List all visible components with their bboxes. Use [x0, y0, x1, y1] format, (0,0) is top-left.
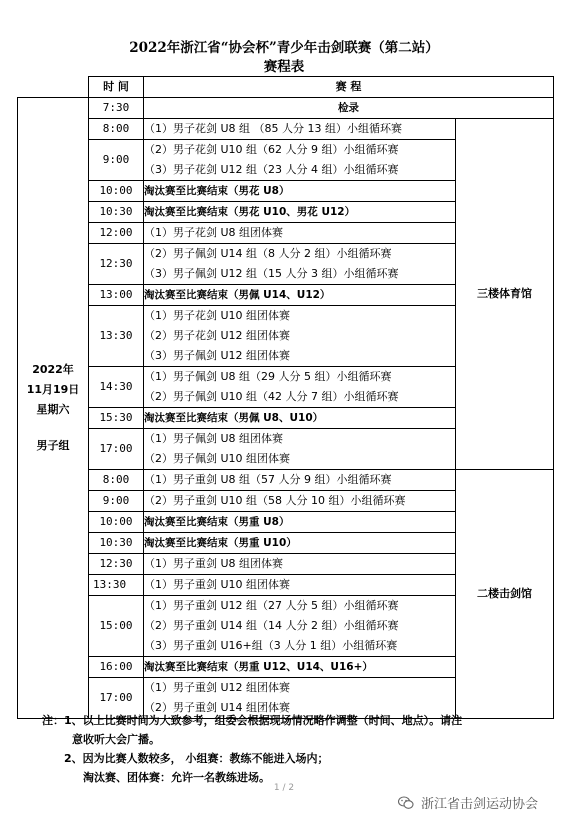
- time-cell: 17:00: [89, 678, 144, 719]
- notes-block: [42, 711, 542, 787]
- event-line: （2）男子重剑 U14 组（14 人分 2 组）小组循环赛: [144, 619, 399, 632]
- event-line: 淘汰赛至比赛结束（男花 U10、男花 U12）: [144, 206, 356, 218]
- time-cell: 13:30: [89, 306, 144, 367]
- event-cell: [144, 223, 456, 244]
- note-line: 注：1、以上比赛时间为大致参考，组委会根据现场情况略作调整（时间、地点）。请注: [42, 714, 463, 727]
- event-cell: [144, 98, 554, 119]
- time-cell: 12:30: [89, 244, 144, 285]
- event-line: （1）男子重剑 U8 组团体赛: [144, 557, 284, 570]
- event-line: （3）男子佩剑 U12 组（15 人分 3 组）小组循环赛: [144, 267, 399, 280]
- event-cell: [144, 181, 456, 202]
- event-line: （1）男子重剑 U12 组团体赛: [144, 681, 291, 694]
- event-line: （1）男子重剑 U10 组团体赛: [144, 578, 291, 591]
- time-cell: 13:00: [89, 285, 144, 306]
- event-line: 检录: [338, 102, 359, 114]
- watermark-text: 浙江省击剑运动协会: [421, 797, 539, 812]
- page-number: 1 / 2: [273, 783, 295, 793]
- time-cell: 9:00: [89, 491, 144, 512]
- event-line: （2）男子佩剑 U10 组团体赛: [144, 452, 291, 465]
- event-line: （1）男子重剑 U12 组（27 人分 5 组）小组循环赛: [144, 599, 399, 612]
- event-cell: [144, 244, 456, 285]
- event-cell: [144, 657, 456, 678]
- table-header-row: [18, 77, 554, 98]
- event-line: （1）男子佩剑 U8 组（29 人分 5 组）小组循环赛: [144, 370, 392, 383]
- event-line: （2）男子佩剑 U14 组（8 人分 2 组）小组循环赛: [144, 247, 392, 260]
- time-cell: 10:30: [89, 533, 144, 554]
- event-cell: [144, 306, 456, 367]
- day-line: 2022年: [32, 363, 74, 376]
- event-cell: [144, 408, 456, 429]
- event-line: （2）男子佩剑 U10 组（42 人分 7 组）小组循环赛: [144, 390, 399, 403]
- time-cell: 12:00: [89, 223, 144, 244]
- event-line: 淘汰赛至比赛结束（男佩 U8、U10）: [144, 412, 324, 424]
- time-cell: 17:00: [89, 429, 144, 470]
- wechat-icon: [398, 796, 414, 810]
- day-line: [18, 420, 88, 436]
- event-line: （3）男子花剑 U12 组（23 人分 4 组）小组循环赛: [144, 163, 399, 176]
- event-cell: [144, 470, 456, 491]
- event-line: （3）男子重剑 U16+组（3 人分 1 组）小组循环赛: [144, 639, 398, 652]
- note-line: 2、因为比赛人数较多， 小组赛：教练不能进入场内；: [64, 752, 329, 765]
- event-cell: [144, 533, 456, 554]
- header-event: 赛 程: [144, 77, 554, 98]
- event-cell: [144, 140, 456, 181]
- event-cell: [144, 429, 456, 470]
- event-cell: [144, 491, 456, 512]
- time-cell: 14:30: [89, 367, 144, 408]
- note-line: 意收听大会广播。: [72, 733, 160, 746]
- event-line: 淘汰赛至比赛结束（男重 U10）: [144, 537, 297, 549]
- event-cell: [144, 575, 456, 596]
- time-cell: 10:30: [89, 202, 144, 223]
- event-line: 淘汰赛至比赛结束（男花 U8）: [144, 185, 290, 197]
- event-line: （2）男子重剑 U10 组（58 人分 10 组）小组循环赛: [144, 494, 406, 507]
- header-time: 时 间: [89, 77, 144, 98]
- day-line: 星期六: [36, 403, 70, 416]
- venue-cell-third-floor: 三楼体育馆: [456, 119, 554, 470]
- event-line: （3）男子佩剑 U12 组团体赛: [144, 349, 291, 362]
- document-subtitle: 赛程表: [263, 59, 305, 75]
- event-line: （1）男子重剑 U8 组（57 人分 9 组）小组循环赛: [144, 473, 392, 486]
- event-line: （2）男子花剑 U10 组（62 人分 9 组）小组循环赛: [144, 143, 399, 156]
- time-cell: 15:30: [89, 408, 144, 429]
- time-cell: 12:30: [89, 554, 144, 575]
- event-cell: [144, 202, 456, 223]
- event-line: （1）男子花剑 U8 组 （85 人分 13 组）小组循环赛: [144, 122, 403, 135]
- table-row: [18, 98, 554, 119]
- event-line: 淘汰赛至比赛结束（男重 U8）: [144, 516, 290, 528]
- event-line: （1）男子佩剑 U8 组团体赛: [144, 432, 284, 445]
- time-cell: 13:30: [89, 575, 144, 596]
- event-line: （1）男子花剑 U10 组团体赛: [144, 309, 291, 322]
- event-cell: [144, 596, 456, 657]
- event-cell: [144, 512, 456, 533]
- day-cell: [18, 98, 89, 719]
- event-cell: [144, 119, 456, 140]
- table-row: [18, 119, 554, 140]
- day-line: 男子组: [36, 439, 70, 452]
- time-cell: 9:00: [89, 140, 144, 181]
- time-cell: 7:30: [89, 98, 144, 119]
- event-cell: [144, 367, 456, 408]
- note-line: 淘汰赛、团体赛：允许一名教练进场。: [83, 771, 270, 784]
- event-cell: [144, 285, 456, 306]
- time-cell: 16:00: [89, 657, 144, 678]
- event-line: （2）男子重剑 U14 组团体赛: [144, 701, 291, 714]
- time-cell: 10:00: [89, 181, 144, 202]
- event-cell: [144, 554, 456, 575]
- event-line: （1）男子花剑 U8 组团体赛: [144, 226, 284, 239]
- document-title: 2022年浙江省“协会杯”青少年击剑联赛（第二站）: [129, 40, 439, 56]
- time-cell: 8:00: [89, 470, 144, 491]
- schedule-table: [17, 76, 554, 719]
- watermark: [398, 793, 538, 812]
- time-cell: 8:00: [89, 119, 144, 140]
- day-line: 11月19日: [26, 383, 80, 396]
- event-line: 淘汰赛至比赛结束（男重 U12、U14、U16+）: [144, 661, 373, 673]
- venue-cell-second-floor: 二楼击剑馆: [456, 470, 554, 719]
- table-row: [18, 470, 554, 491]
- time-cell: 15:00: [89, 596, 144, 657]
- event-line: （2）男子花剑 U12 组团体赛: [144, 329, 291, 342]
- time-cell: 10:00: [89, 512, 144, 533]
- event-line: 淘汰赛至比赛结束（男佩 U14、U12）: [144, 289, 331, 301]
